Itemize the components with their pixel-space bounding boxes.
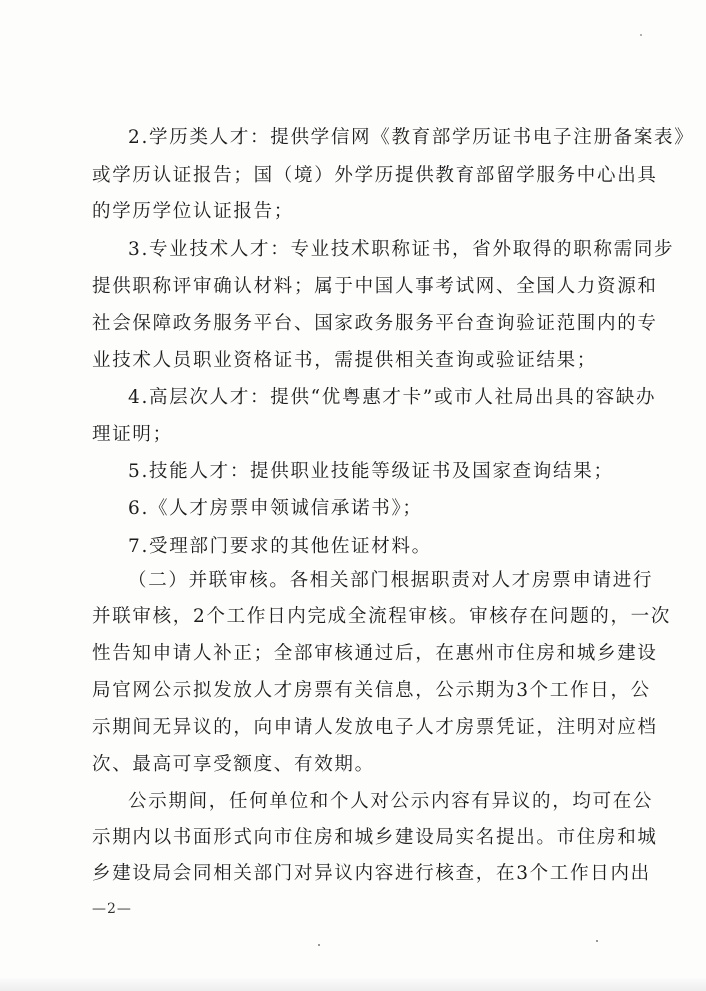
scan-speck bbox=[596, 940, 598, 942]
text-line: 示期间无异议的，向申请人发放电子人才房票凭证，注明对应档 bbox=[92, 717, 658, 738]
text-line: 并联审核，2个工作日内完成全流程审核。审核存在问题的，一次 bbox=[92, 606, 672, 627]
text-line: 提供职称评审确认材料；属于中国人事考试网、全国人力资源和 bbox=[92, 276, 658, 297]
text-line: 6.《人才房票申领诚信承诺书》； bbox=[128, 498, 423, 519]
page-number: —2— bbox=[92, 901, 132, 917]
text-line: 的学历学位认证报告； bbox=[92, 201, 295, 222]
text-line: 7.受理部门要求的其他佐证材料。 bbox=[128, 536, 432, 557]
text-line: 2.学历类人才：提供学信网《教育部学历证书电子注册备案表》 bbox=[128, 127, 695, 148]
text-line: 次、最高可享受额度、有效期。 bbox=[92, 754, 375, 775]
text-line: 3.专业技术人才：专业技术职称证书，省外取得的职称需同步 bbox=[128, 239, 675, 260]
text-line: 5.技能人才：提供职业技能等级证书及国家查询结果； bbox=[128, 461, 614, 482]
text-line: 理证明； bbox=[92, 424, 173, 445]
text-line: 公示期间，任何单位和个人对公示内容有异议的，均可在公 bbox=[128, 791, 654, 812]
scan-speck bbox=[318, 944, 320, 946]
text-line: 局官网公示拟发放人才房票有关信息，公示期为3个工作日，公 bbox=[92, 680, 651, 701]
text-line: 4.高层次人才：提供“优粤惠才卡”或市人社局出具的容缺办 bbox=[128, 387, 657, 408]
text-line: 业技术人员职业资格证书，需提供相关查询或验证结果； bbox=[92, 350, 598, 371]
text-line: 或学历认证报告；国（境）外学历提供教育部留学服务中心出具 bbox=[92, 165, 658, 186]
text-line: 乡建设局会同相关部门对异议内容进行核查，在3个工作日内出 bbox=[92, 863, 651, 884]
text-line: （二）并联审核。各相关部门根据职责对人才房票申请进行 bbox=[128, 570, 654, 591]
scan-edge bbox=[0, 978, 706, 991]
text-line: 社会保障政务服务平台、国家政务服务平台查询验证范围内的专 bbox=[92, 313, 658, 334]
scan-speck bbox=[640, 34, 642, 36]
text-line: 性告知申请人补正；全部审核通过后，在惠州市住房和城乡建设 bbox=[92, 643, 658, 664]
text-line: 示期内以书面形式向市住房和城乡建设局实名提出。市住房和城 bbox=[92, 827, 658, 848]
